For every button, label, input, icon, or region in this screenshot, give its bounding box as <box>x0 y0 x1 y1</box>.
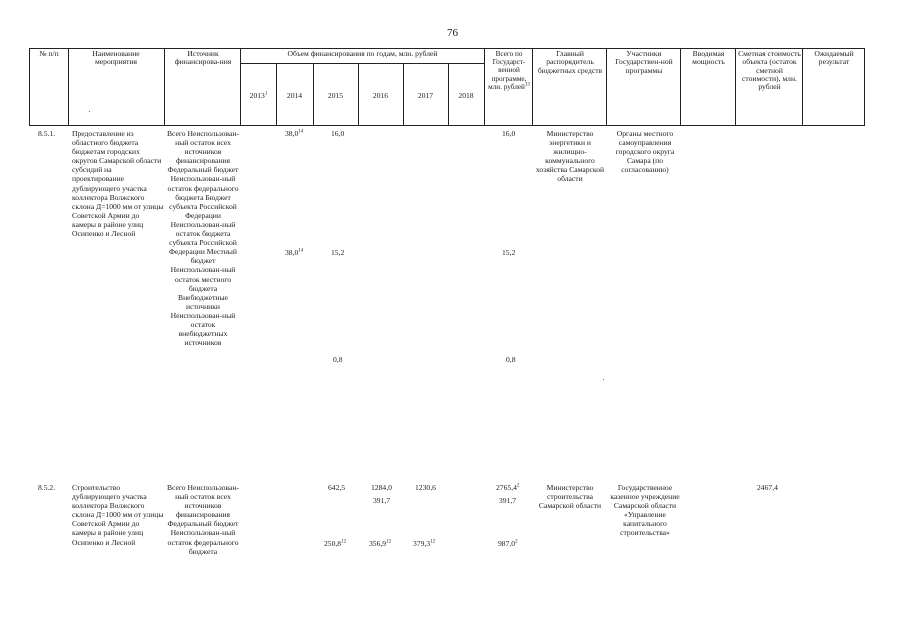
header-name: Наименование мероприятия <box>92 49 140 67</box>
participants-cell: Органы местного самоуправления городского округа Самара (по согласованию) <box>615 129 675 175</box>
measure-name: Предоставление из областного бюджета бюджетам городских округов Самарской области субсидий на проектирование дублирующего участка коллектора Волжского склона Д=1000 мм от улицы Советской Армии до камеры в районе улиц Осипенко и Лесной <box>72 129 164 239</box>
value-2017-total: 1230,6 <box>415 483 436 492</box>
header-participants: Участники Государствен-ной программы <box>615 49 673 75</box>
year-2017: 2017 <box>417 91 434 100</box>
scan-speck <box>603 379 604 380</box>
estimate-cell: 2467,4 <box>757 483 778 492</box>
year-2018: 2018 <box>458 91 474 100</box>
value-total-local: 0,8 <box>506 355 516 364</box>
admin-cell: Министерство энергетики и жилищно-коммунального хозяйства Самарской области <box>535 129 605 184</box>
header-volume: Объем финансирования по годам, млн. рублей <box>287 49 438 58</box>
admin-cell: Министерство строительства Самарской области <box>538 483 602 511</box>
value-total-unused: 391,7 <box>499 496 517 505</box>
value-total-regional: 15,2 <box>502 248 516 257</box>
funding-sources: Всего Неиспользован-ный остаток всех источников финансирования Федеральный бюджет Неиспользован-ный остаток федерального бюджета Бюджет субъекта Российской Федерации Неиспользован-ный остаток бюджета субъекта Российской Федерации Местный бюджет Неиспользован-ный остаток местного бюджета Внебюджетные источники Неиспользован-ный остаток внебюджетных источников <box>166 129 240 348</box>
value-2015-local: 0,8 <box>333 355 343 364</box>
value-program-total: 2765,4$^2$ <box>496 483 520 492</box>
value-2016-unused: 391,7 <box>373 496 391 505</box>
page-number: 76 <box>447 27 458 39</box>
year-2015: 2015 <box>327 91 344 100</box>
value-2015-total: 642,5 <box>328 483 346 492</box>
year-2014: 2014 <box>286 91 303 100</box>
value-2016-total: 1284,0 <box>371 483 392 492</box>
row-number: 8.5.1. <box>38 129 56 138</box>
measure-name: Строительство дублирующего участка коллектора Волжского склона Д=1000 мм от улицы Советской Армии до камеры в районе улиц Осипенко и Лесной <box>72 483 164 547</box>
funding-sources: Всего Неиспользован-ный остаток всех источников финансирования Федеральный бюджет Неиспользован-ный остаток федерального бюджета <box>166 483 240 556</box>
header-estimate: Сметная стоимость объекта (остаток сметной стоимости), млн. рублей <box>738 49 801 92</box>
value-2017-federal: 379,3$^{12}$ <box>413 539 436 548</box>
value-2016-federal: 356,9$^{12}$ <box>369 539 392 548</box>
value-program-total: 16,0 <box>502 129 516 138</box>
value-2015-regional: 15,2 <box>331 248 345 257</box>
year-2016: 2016 <box>372 91 389 100</box>
header-total: Всего по Государст-венной программе, млн. рублей$^{13}$ <box>488 50 530 91</box>
header-capacity: Вводимая мощность <box>692 49 725 67</box>
header-result: Ожидаемый результат <box>814 49 854 67</box>
header-num: № п/п <box>39 49 59 58</box>
year-2013: 2013$^1$ <box>249 91 268 100</box>
participants-cell: Государственное казенное учреждение Самарской области «Управление капитального строительства» <box>610 483 680 538</box>
scan-speck <box>89 111 90 112</box>
value-2015-federal: 250,8$^{12}$ <box>324 539 347 548</box>
value-2014-regional: 38,0$^{14}$ <box>285 248 304 257</box>
header-admin: Главный распорядитель бюджетных средств <box>537 49 603 75</box>
row-number: 8.5.2. <box>38 483 56 492</box>
value-2015-total: 16,0 <box>331 129 345 138</box>
value-2014-total: 38,0$^{14}$ <box>285 129 304 138</box>
value-total-federal: 987,0$^2$ <box>498 539 518 548</box>
header-source: Источник финансирова-ния <box>174 49 232 67</box>
